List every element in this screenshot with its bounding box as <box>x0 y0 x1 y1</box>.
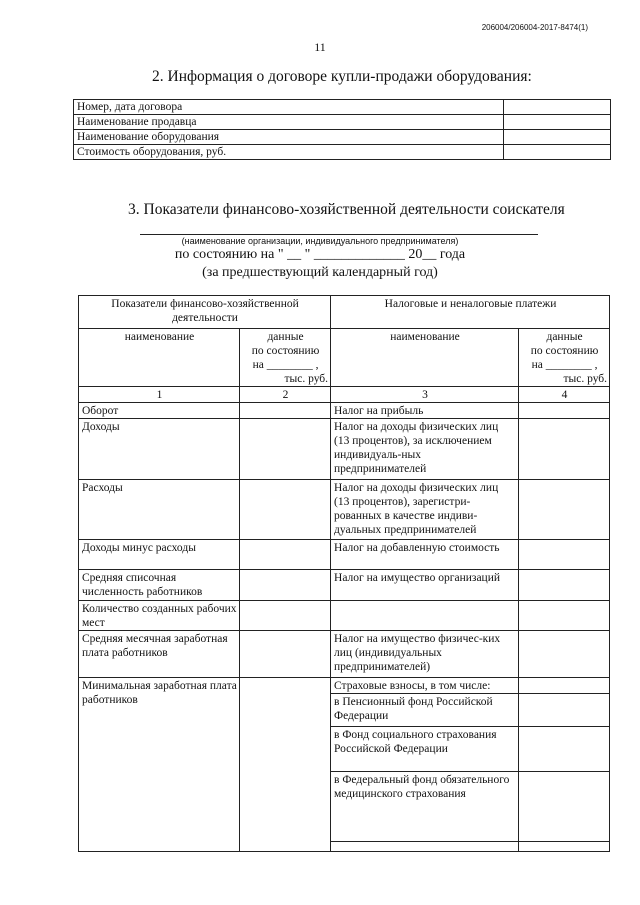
indicator-value-cell[interactable] <box>240 601 331 631</box>
indicator-value-cell[interactable] <box>240 570 331 601</box>
indicator-minimum-salary: Минимальная заработная плата работников <box>79 678 240 852</box>
indicator-value-cell[interactable] <box>240 480 331 540</box>
table-row <box>79 296 610 329</box>
table-row <box>74 115 611 130</box>
group-header-right: Налоговые и неналоговые платежи <box>331 296 610 329</box>
indicator-value-cell[interactable] <box>240 631 331 678</box>
table-row <box>79 419 610 480</box>
indicator-income: Доходы <box>79 419 240 480</box>
tax-personal-income: Налог на доходы физических лиц (13 процентов), за исключением индивидуаль-ных предпринимателей <box>331 419 519 480</box>
indicator-average-headcount: Средняя списочная численность работников <box>79 570 240 601</box>
col-name-header-left: наименование <box>79 329 240 387</box>
indicator-value-cell[interactable] <box>240 540 331 570</box>
tax-insurance-contributions: Страховые взносы, в том числе: <box>331 678 519 694</box>
tax-value-cell[interactable] <box>519 631 610 678</box>
table-row <box>74 145 611 160</box>
tax-value-cell[interactable] <box>519 772 610 842</box>
col-data-line: тыс. руб. <box>284 373 329 385</box>
tax-value-cell[interactable] <box>519 601 610 631</box>
tax-value-cell[interactable] <box>519 727 610 772</box>
group-header-left: Показатели финансово-хозяйственной деятельности <box>79 296 331 329</box>
section3-title: 3. Показатели финансово-хозяйственной деятельности соискателя <box>128 201 565 218</box>
indicator-income-minus-expenses: Доходы минус расходы <box>79 540 240 570</box>
col-data-line: данные <box>546 331 583 343</box>
col-data-line: по состоянию <box>251 345 320 357</box>
tax-property-individuals: Налог на имущество физичес-ких лиц (индивидуальных предпринимателей) <box>331 631 519 678</box>
col-data-line: данные <box>267 331 304 343</box>
tax-vat: Налог на добавленную стоимость <box>331 540 519 570</box>
col-data-line: по состоянию <box>530 345 599 357</box>
tax-personal-income-entrepreneurs: Налог на доходы физических лиц (13 процентов), зарегистри-рованных в качестве индиви-дуальных предпринимателей <box>331 480 519 540</box>
section2-title: 2. Информация о договоре купли-продажи оборудования: <box>152 68 532 85</box>
column-number: 4 <box>519 387 610 403</box>
contract-number-value[interactable] <box>504 100 611 115</box>
table-row <box>74 130 611 145</box>
tax-value-cell[interactable] <box>519 403 610 419</box>
table-row <box>79 329 610 387</box>
indicator-value-cell[interactable] <box>240 403 331 419</box>
tax-property-organizations: Налог на имущество организаций <box>331 570 519 601</box>
indicator-value-cell[interactable] <box>240 419 331 480</box>
financial-indicators-table <box>78 295 610 852</box>
indicator-average-salary: Средняя месячная заработная плата работников <box>79 631 240 678</box>
organization-caption: (наименование организации, индивидуального предпринимателя) <box>181 236 459 246</box>
equipment-cost-label: Стоимость оборудования, руб. <box>74 145 504 160</box>
organization-name-line[interactable] <box>140 234 538 235</box>
column-number: 1 <box>79 387 240 403</box>
equipment-name-value[interactable] <box>504 130 611 145</box>
contract-table <box>73 99 611 160</box>
contract-number-label: Номер, дата договора <box>74 100 504 115</box>
table-row <box>79 570 610 601</box>
table-row <box>79 540 610 570</box>
tax-pension-fund: в Пенсионный фонд Российской Федерации <box>331 694 519 727</box>
col-data-line: тыс. руб. <box>563 373 608 385</box>
equipment-cost-value[interactable] <box>504 145 611 160</box>
col-name-header-right: наименование <box>331 329 519 387</box>
tax-value-cell[interactable] <box>519 694 610 727</box>
tax-value-cell[interactable] <box>519 678 610 694</box>
tax-value-cell[interactable] <box>519 570 610 601</box>
indicator-expenses: Расходы <box>79 480 240 540</box>
tax-value-cell[interactable] <box>519 419 610 480</box>
equipment-name-label: Наименование оборудования <box>74 130 504 145</box>
col-data-line: на ________ , <box>531 359 598 371</box>
col-data-line: на ________ , <box>252 359 319 371</box>
table-row <box>79 601 610 631</box>
indicator-value-cell[interactable] <box>240 678 331 852</box>
table-row <box>79 480 610 540</box>
indicator-jobs-created: Количество созданных рабочих мест <box>79 601 240 631</box>
seller-name-label: Наименование продавца <box>74 115 504 130</box>
tax-profit: Налог на прибыль <box>331 403 519 419</box>
tax-empty-cell[interactable] <box>331 842 519 852</box>
as-of-date-line: по состоянию на " __ " _____________ 20__ года <box>174 247 466 262</box>
tax-value-cell[interactable] <box>519 480 610 540</box>
col-data-header-right <box>519 329 610 387</box>
column-number: 3 <box>331 387 519 403</box>
period-caption: (за предшествующий календарный год) <box>202 265 438 280</box>
table-row <box>79 631 610 678</box>
table-row <box>79 403 610 419</box>
col-data-header-left <box>240 329 331 387</box>
tax-value-cell[interactable] <box>519 540 610 570</box>
tax-empty <box>331 601 519 631</box>
tax-social-insurance-fund: в Фонд социального страхования Российской Федерации <box>331 727 519 772</box>
document-id: 206004/206004-2017-8474(1) <box>481 23 588 32</box>
indicator-turnover: Оборот <box>79 403 240 419</box>
table-row <box>79 387 610 403</box>
page-number: 11 <box>314 40 326 54</box>
tax-medical-insurance-fund: в Федеральный фонд обязательного медицинского страхования <box>331 772 519 842</box>
table-row <box>79 678 610 694</box>
column-number: 2 <box>240 387 331 403</box>
seller-name-value[interactable] <box>504 115 611 130</box>
tax-value-cell[interactable] <box>519 842 610 852</box>
table-row <box>74 100 611 115</box>
